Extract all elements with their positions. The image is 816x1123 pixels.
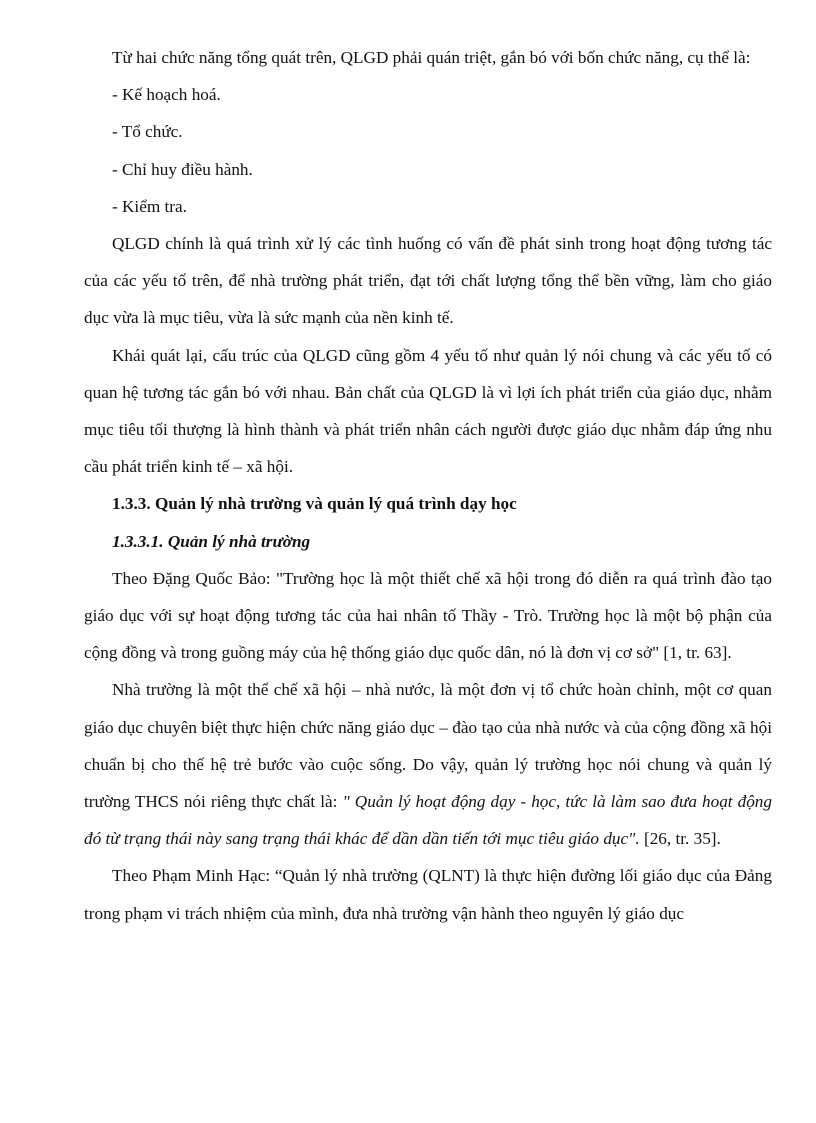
paragraph-qlgd-summary: Khái quát lại, cấu trúc của QLGD cũng gồm 4 yếu tố như quản lý nói chung và các yếu tố có quan hệ tương tác gắn bó với nhau. Bản chất của QLGD là vì lợi ích phát triển của giáo dục, nhằm mục tiêu tối thượng là hình thành và phát triển nhân cách người được giáo dục nhằm đáp ứng nhu cầu phát triển kinh tế – xã hội.	[84, 345, 772, 477]
list-item-planning: - Kế hoạch hoá.	[112, 85, 221, 105]
paragraph-school-institution	[84, 671, 772, 857]
paragraph-functions-intro: Từ hai chức năng tổng quát trên, QLGD phải quán triệt, gắn bó với bốn chức năng, cụ thể là:	[112, 48, 751, 67]
list-item-directing: - Chỉ huy điều hành.	[112, 159, 253, 179]
citation-26: [26, tr. 35].	[639, 829, 721, 849]
paragraph-pham-minh-hac: Theo Phạm Minh Hạc: “Quản lý nhà trường (QLNT) là thực hiện đường lối giáo dục của Đảng trong phạm vi trách nhiệm của mình, đưa nhà trường vận hành theo nguyên lý giáo dục	[84, 866, 772, 923]
list-item-organizing: - Tổ chức.	[112, 122, 183, 142]
school-management-quote: " Quản lý hoạt động dạy - học, tức là làm sao đưa hoạt động đó từ trạng thái này sang trạng thái khác để dần dần tiến tới mục tiêu giáo dục".	[84, 792, 772, 849]
paragraph-dang-quoc-bao: Theo Đặng Quốc Bảo: "Trường học là một thiết chế xã hội trong đó diễn ra quá trình đào tạo giáo dục với sự hoạt động tương tác của hai nhân tố Thầy - Trò. Trường học là một bộ phận của cộng đồng và trong guồng máy của hệ thống giáo dục quốc dân, nó là đơn vị cơ sở" [1, tr. 63].	[84, 568, 772, 663]
paragraph-qlgd-process: QLGD chính là quá trình xử lý các tình huống có vấn đề phát sinh trong hoạt động tương tác của các yếu tố trên, để nhà trường phát triển, đạt tới chất lượng tổng thể bền vững, làm cho giáo dục vừa là mục tiêu, vừa là sức mạnh của nền kinh tế.	[84, 234, 772, 328]
subsection-heading-1-3-3-1: 1.3.3.1. Quản lý nhà trường	[112, 531, 311, 551]
section-heading-1-3-3: 1.3.3. Quản lý nhà trường và quản lý quá trình dạy học	[112, 494, 517, 514]
list-item-inspecting: - Kiểm tra.	[112, 196, 187, 216]
paragraph-school-institution-text: Nhà trường là một thể chế xã hội – nhà nước, là một đơn vị tổ chức hoàn chỉnh, một cơ quan giáo dục chuyên biệt thực hiện chức năng giáo dục – đào tạo của nhà nước và của cộng đồng xã hội chuẩn bị cho thế hệ trẻ bước vào cuộc sống. Do vậy, quản lý trường học nói chung và quản lý trường THCS nói riêng thực chất là:	[84, 680, 772, 812]
document-page	[84, 39, 772, 932]
